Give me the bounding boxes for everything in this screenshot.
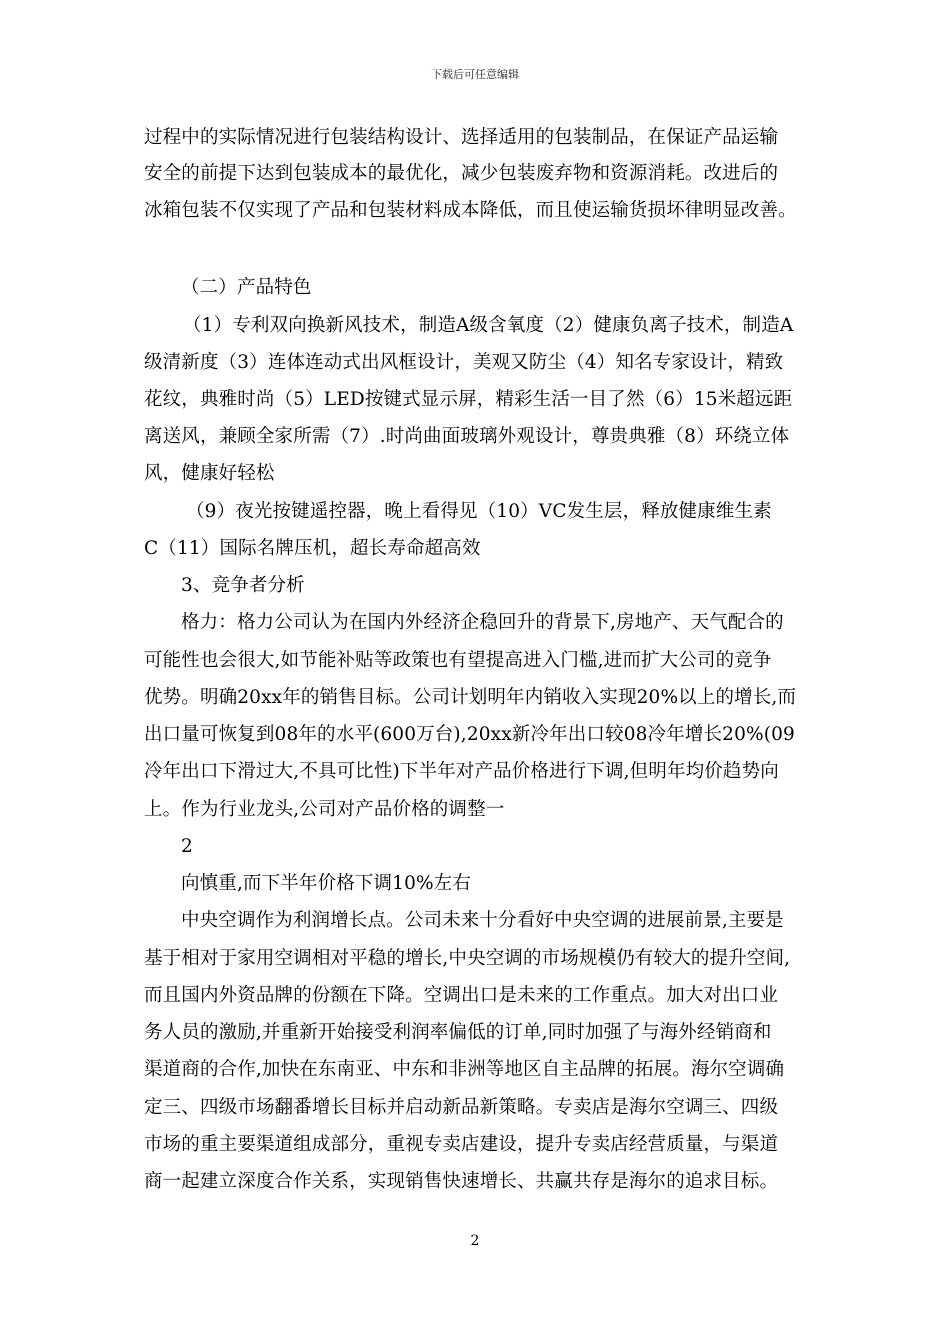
paragraph-line: 渠道商的合作,加快在东南亚、中东和非洲等地区自主品牌的拓展。海尔空调确 [144,1059,785,1080]
paragraph-line: 上。作为行业龙头,公司对产品价格的调整一 [144,799,505,820]
paragraph-line: C（11）国际名牌压机，超长寿命超高效 [144,538,481,559]
paragraph-line: 可能性也会很大,如节能补贴等政策也有望提高进入门槛,进而扩大公司的竞争 [144,650,772,671]
paragraph-line: 冷年出口下滑过大,不具可比性)下半年对产品价格进行下调,但明年均价趋势向 [144,761,779,782]
paragraph-line: 向慎重,而下半年价格下调10%左右 [181,873,472,894]
paragraph-line: 商一起建立深度合作关系，实现销售快速增长、共赢共存是海尔的追求目标。 [144,1171,779,1192]
section-heading: （二）产品特色 [181,277,312,298]
paragraph-line: 基于相对于家用空调相对平稳的增长,中央空调的市场规模仍有较大的提升空间, [144,948,791,969]
page-number: 2 [470,1233,480,1249]
paragraph-line: 务人员的激励,并重新开始接受利润率偏低的订单,同时加强了与海外经销商和 [144,1022,772,1043]
paragraph-line: 市场的重主要渠道组成部分，重视专卖店建设，提升专卖店经营质量，与渠道 [144,1134,779,1155]
page-header: 下载后可任意编辑 [431,68,519,81]
paragraph-line: 风，健康好轻松 [144,463,275,484]
paragraph-line: 优势。明确20xx年的销售目标。公司计划明年内销收入实现20%以上的增长,而 [144,687,797,708]
paragraph-line: （1）专利双向换新风技术，制造A级含氧度（2）健康负离子技术，制造A [183,315,794,336]
paragraph-line: （9）夜光按键遥控器，晚上看得见（10）VC发生层，释放健康维生素 [186,501,772,522]
paragraph-line: 而且国内外资品牌的份额在下降。空调出口是未来的工作重点。加大对出口业 [144,985,779,1006]
paragraph-line: 过程中的实际情况进行包装结构设计、选择适用的包装制品，在保证产品运输 [144,127,779,148]
paragraph-line: 格力：格力公司认为在国内外经济企稳回升的背景下,房地产、天气配合的 [181,612,784,633]
paragraph-line: 中央空调作为利润增长点。公司未来十分看好中央空调的进展前景,主要是 [181,910,784,931]
paragraph-line: 冰箱包装不仅实现了产品和包装材料成本降低，而且使运输货损坏律明显改善。 [144,200,797,221]
paragraph-line: 花纹，典雅时尚（5）LED按键式显示屏，精彩生活一目了然（6）15米超远距 [144,389,793,410]
section-heading: 3、竞争者分析 [181,575,305,596]
paragraph-line: 出口量可恢复到08年的水平(600万台),20xx新冷年出口较08冷年增长20%(09 [144,724,795,745]
paragraph-line: 定三、四级市场翻番增长目标并启动新品新策略。专卖店是海尔空调三、四级 [144,1097,779,1118]
paragraph-line: 安全的前提下达到包装成本的最优化，减少包装废弃物和资源消耗。改进后的 [144,163,779,184]
paragraph-line: 级清新度（3）连体连动式出风框设计，美观又防尘（4）知名专家设计，精致 [144,352,784,373]
paragraph-line: 离送风，兼顾全家所需（7）.时尚曲面玻璃外观设计，尊贵典雅（8）环绕立体 [144,426,790,447]
inline-page-number: 2 [181,836,193,857]
